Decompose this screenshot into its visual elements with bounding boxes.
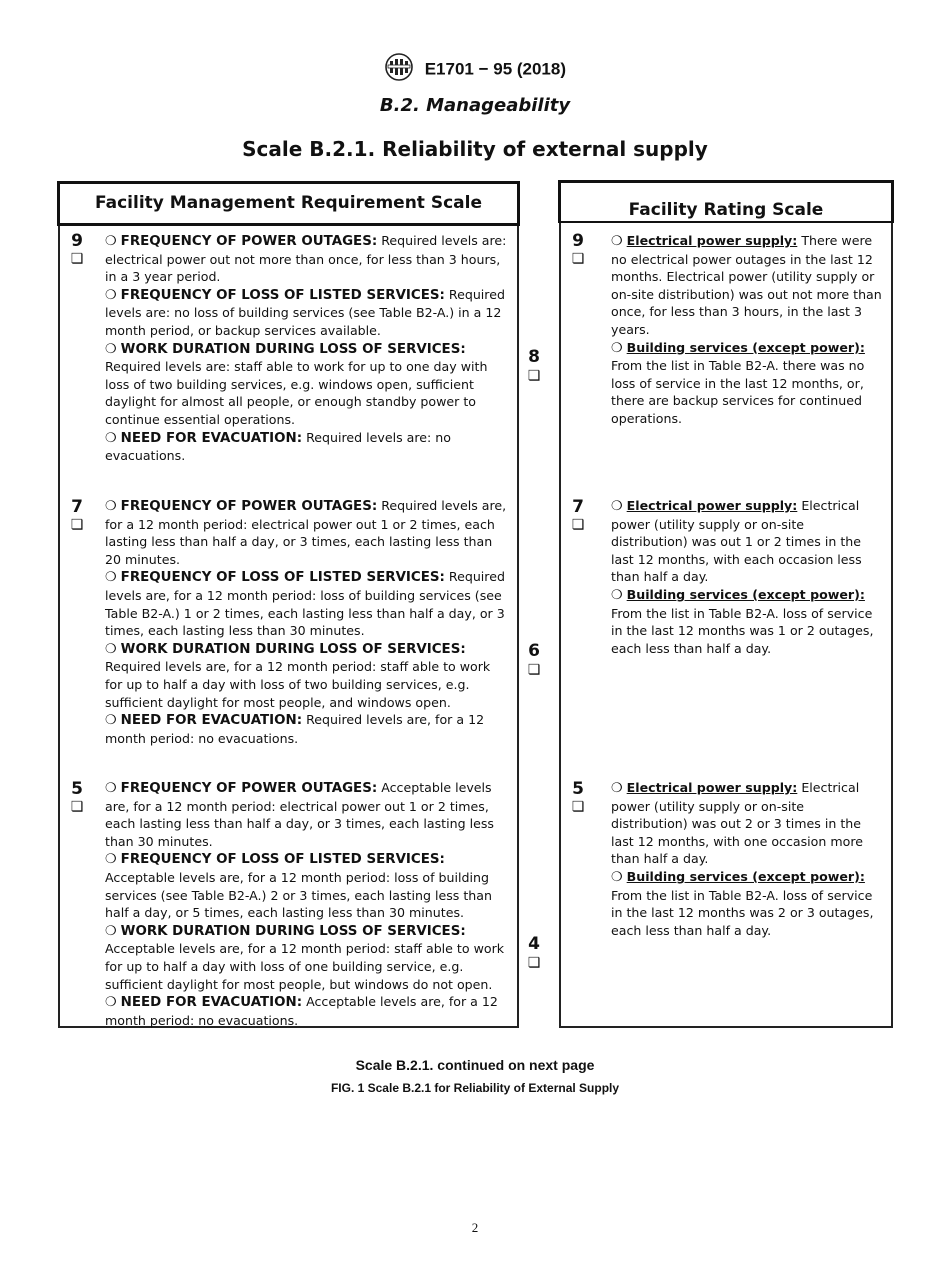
requirement-item: ❍ WORK DURATION DURING LOSS OF SERVICES: Required levels are: staff able to work for up to one day with loss of two building services, e.g. windows open, sufficient daylight for almost all people, or enough standby power to continue essential operations. [105,341,488,427]
requirement-item: ❍ FREQUENCY OF POWER OUTAGES: Required levels are: electrical power out not more than once, for less than 3 hours, in a 3 year period. [105,233,507,285]
requirement-item: ❍ FREQUENCY OF LOSS OF LISTED SERVICES: Required levels are: no loss of building services (see Table B2-A.) in a 12 month period, or backup services available. [105,286,505,338]
requirement-item: ❍ WORK DURATION DURING LOSS OF SERVICES: Acceptable levels are, for a 12 month period: staff able to work for up to half a day with loss of one building service, e.g. sufficient daylight for most people, but windows do not open. [105,923,505,992]
level-number: 6 [528,641,540,661]
document-header [0,52,950,87]
rating-item: ❍ Building services (except power): From the list in Table B2-A. loss of service in the last 12 months was 1 or 2 outages, each less than half a day. [611,586,874,656]
requirement-text [105,779,508,1029]
level-number: 5 [71,779,83,799]
rating-text [611,497,883,657]
requirement-item: ❍ FREQUENCY OF LOSS OF LISTED SERVICES: Acceptable levels are, for a 12 month period: loss of building services (see Table B2-A.) 2 or 3 times, each lasting less than half a day, or 5 times, each lasting less than 30 minutes. [105,852,492,921]
rating-item: ❍ Electrical power supply: There were no electrical power outages in the last 12 months. Electrical power (utility supply or on-site distribution) was out not more than once, for less than 3 hours, in the last 3 years. [611,233,882,337]
requirement-item: ❍ NEED FOR EVACUATION: Acceptable levels are, for a 12 month period: no evacuations. [105,994,498,1028]
rating-item: ❍ Building services (except power): From the list in Table B2-A. loss of service in the last 12 months was 2 or 3 outages, each less than half a day. [611,868,874,938]
requirement-text [105,232,508,465]
section-title: B.2. Manageability [379,95,571,116]
rating-item: ❍ Electrical power supply: Electrical power (utility supply or on-site distribution) was out 2 or 3 times in the last 12 months, with one occasion more than half a day. [611,780,863,867]
figure-caption: FIG. 1 Scale B.2.1 for Reliability of External Supply [330,1081,620,1095]
level-checkbox[interactable]: ❏ [571,251,585,267]
rating-text [611,779,883,939]
rating-text [611,232,883,428]
level-checkbox[interactable]: ❏ [70,799,84,815]
rating-item: ❍ Building services (except power): From the list in Table B2-A. there was no loss of service in the last 12 months, or, there are backup services for continued operations. [611,339,865,426]
level-number: 5 [572,779,584,799]
level-number: 8 [528,347,540,367]
scale-title: Scale B.2.1. Reliability of external supply [242,137,708,161]
requirement-item: ❍ NEED FOR EVACUATION: Required levels are: no evacuations. [105,429,451,464]
requirement-scale-heading: Facility Management Requirement Scale [57,181,520,226]
document-id: E1701 − 95 (2018) [424,59,567,79]
requirement-text [105,497,508,747]
level-number: 7 [572,497,584,517]
level-number: 7 [71,497,83,517]
level-checkbox[interactable]: ❏ [527,955,541,971]
level-checkbox[interactable]: ❏ [70,251,84,267]
rating-item: ❍ Electrical power supply: Electrical power (utility supply or on-site distribution) was out 1 or 2 times in the last 12 months, with each occasion less than half a day. [611,498,862,585]
astm-logo-icon [384,52,414,87]
level-number: 9 [71,231,83,251]
level-checkbox[interactable]: ❏ [571,517,585,533]
continued-note: Scale B.2.1. continued on next page [355,1057,595,1073]
level-number: 9 [572,231,584,251]
level-checkbox[interactable]: ❏ [527,662,541,678]
level-checkbox[interactable]: ❏ [571,799,585,815]
level-number: 4 [528,934,540,954]
rating-scale-heading: Facility Rating Scale [558,180,894,223]
page-number: 2 [471,1220,479,1235]
requirement-item: ❍ WORK DURATION DURING LOSS OF SERVICES: Required levels are, for a 12 month period: staff able to work for up to half a day with loss of two building services, e.g. sufficient daylight for most people, and windows open. [105,641,491,710]
requirement-item: ❍ FREQUENCY OF POWER OUTAGES: Acceptable levels are, for a 12 month period: electrical power out 1 or 2 times, each lasting less than half a day, or 3 times, each lasting less than 30 minutes. [105,780,494,849]
requirement-item: ❍ FREQUENCY OF LOSS OF LISTED SERVICES: Required levels are, for a 12 month period: loss of building services (see Table B2-A.) 1 or 2 times, each lasting less than half a day, or 3 times, each lasting less than 30 minutes. [105,569,505,639]
level-checkbox[interactable]: ❏ [70,517,84,533]
level-checkbox[interactable]: ❏ [527,368,541,384]
requirement-item: ❍ FREQUENCY OF POWER OUTAGES: Required levels are, for a 12 month period: electrical power out 1 or 2 times, each lasting less than half a day, or 3 times, each lasting less than 20 minutes. [105,498,507,567]
requirement-item: ❍ NEED FOR EVACUATION: Required levels are, for a 12 month period: no evacuations. [105,712,485,746]
